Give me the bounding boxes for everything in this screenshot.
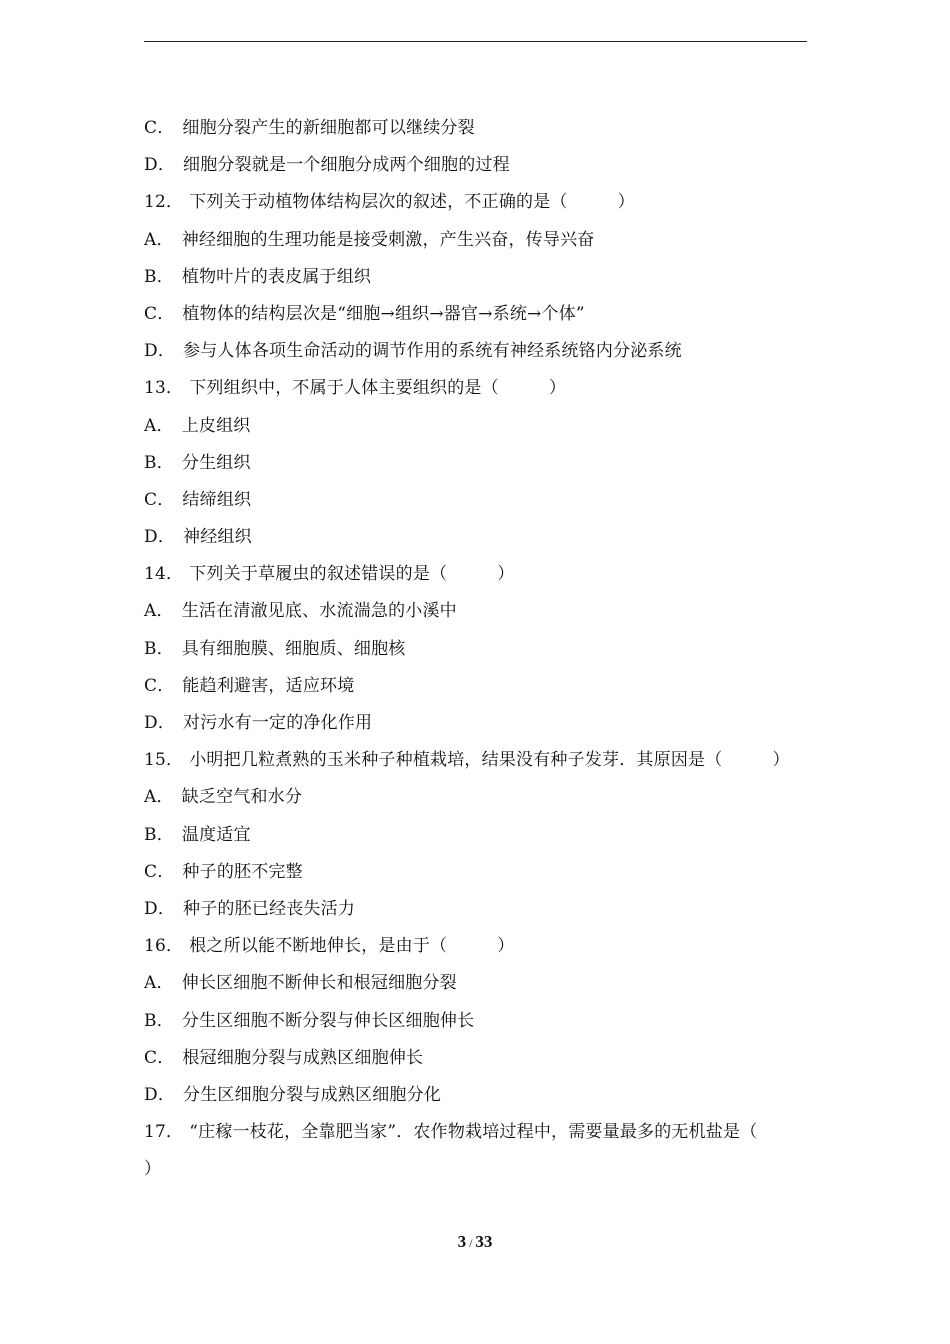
option-letter: C． (144, 489, 175, 510)
option-letter: D． (144, 155, 176, 176)
option-letter: D． (144, 341, 176, 362)
question-text: 小明把几粒煮熟的玉米种子种植栽培，结果没有种子发芽．其原因是（ (189, 750, 723, 771)
option-letter: B． (144, 1010, 174, 1031)
closing-paren: ） (548, 378, 567, 399)
option-text: 上皮组织 (181, 415, 251, 436)
option-text: 结缔组织 (182, 489, 252, 510)
header-rule (144, 41, 807, 42)
page-separator: / (469, 1236, 473, 1250)
answer-option (144, 485, 809, 522)
closing-paren: ） (497, 564, 515, 585)
option-letter: B． (144, 638, 174, 659)
answer-option (144, 150, 809, 187)
question-number: 16． (144, 936, 184, 957)
total-pages: 33 (475, 1232, 493, 1251)
option-letter: D． (144, 1084, 176, 1105)
question-number: 15． (144, 750, 184, 771)
option-text: 细胞分裂产生的新细胞都可以继续分裂 (182, 118, 475, 138)
closing-paren: ） (617, 192, 635, 213)
answer-option (144, 225, 809, 262)
option-letter: D． (144, 713, 176, 733)
option-text: 温度适宜 (181, 824, 251, 845)
answer-option (144, 708, 809, 745)
question-text: 根之所以能不断地伸长，是由于（ (189, 936, 448, 957)
current-page: 3 (457, 1232, 467, 1251)
answer-option (144, 1043, 809, 1080)
question-stem (144, 1117, 809, 1154)
answer-option (144, 1080, 809, 1117)
option-text: 分生区细胞分裂与成熟区细胞分化 (183, 1084, 442, 1105)
option-text: 神经细胞的生理功能是接受刺激，产生兴奋，传导兴奋 (181, 229, 595, 250)
question-stem (144, 559, 809, 596)
option-letter: A． (144, 229, 174, 250)
answer-option (144, 968, 809, 1005)
question-stem (144, 373, 809, 410)
option-text: 细胞分裂就是一个细胞分成两个细胞的过程 (183, 155, 510, 176)
option-letter: C． (144, 303, 175, 324)
continuation-text: ） (144, 1159, 162, 1180)
option-letter: C． (144, 118, 175, 138)
option-letter: B． (144, 452, 174, 473)
option-text: 种子的胚已经丧失活力 (183, 898, 356, 919)
answer-option (144, 336, 809, 373)
closing-paren: ） (497, 936, 515, 957)
answer-option (144, 634, 809, 671)
answer-option (144, 522, 809, 559)
question-text: 下列关于草履虫的叙述错误的是（ (189, 564, 448, 585)
option-text: 种子的胚不完整 (182, 861, 303, 882)
option-text: 生活在清澈见底、水流湍急的小溪中 (181, 601, 457, 622)
option-text: 分生组织 (181, 452, 251, 473)
exam-content (144, 113, 809, 1184)
answer-option (144, 894, 809, 931)
option-letter: C． (144, 861, 175, 882)
option-letter: B． (144, 824, 174, 845)
question-number: 12． (144, 192, 184, 213)
option-text: 分生区细胞不断分裂与伸长区细胞伸长 (181, 1010, 475, 1031)
option-letter: D． (144, 527, 176, 548)
question-stem-continuation (144, 1154, 809, 1184)
question-stem (144, 931, 809, 968)
question-text: 下列关于动植物体结构层次的叙述，不正确的是（ (189, 192, 568, 213)
question-text: 下列组织中，不属于人体主要组织的是（ (189, 378, 499, 399)
option-letter: B． (144, 266, 174, 287)
question-number: 13． (144, 378, 184, 399)
answer-option (144, 113, 809, 150)
answer-option (144, 299, 809, 336)
option-text: 植物体的结构层次是“细胞→组织→器官→系统→个体” (182, 303, 585, 324)
option-letter: D． (144, 898, 176, 919)
answer-option (144, 820, 809, 857)
page-number (0, 1232, 950, 1252)
answer-option (144, 596, 809, 633)
answer-option (144, 857, 809, 894)
answer-option (144, 1006, 809, 1043)
option-letter: A． (144, 601, 174, 622)
option-text: 缺乏空气和水分 (181, 787, 303, 808)
option-letter: C． (144, 1047, 175, 1068)
answer-option (144, 782, 809, 819)
answer-option (144, 448, 809, 485)
answer-option (144, 411, 809, 448)
closing-paren: ） (772, 750, 790, 771)
question-text: “庄稼一枝花，全靠肥当家”．农作物栽培过程中，需要量最多的无机盐是（ (189, 1122, 758, 1143)
option-letter: A． (144, 787, 174, 808)
option-text: 能趋利避害，适应环境 (182, 675, 355, 696)
answer-option (144, 262, 809, 299)
option-letter: A． (144, 415, 174, 436)
option-letter: C． (144, 675, 175, 696)
option-text: 植物叶片的表皮属于组织 (181, 266, 372, 287)
question-stem (144, 187, 809, 224)
option-text: 伸长区细胞不断伸长和根冠细胞分裂 (181, 973, 457, 994)
question-stem (144, 745, 809, 782)
question-number: 17． (144, 1122, 184, 1143)
question-number: 14． (144, 564, 184, 585)
option-letter: A． (144, 973, 174, 994)
option-text: 根冠细胞分裂与成熟区细胞伸长 (182, 1047, 424, 1068)
option-text: 神经组织 (183, 527, 252, 548)
option-text: 参与人体各项生命活动的调节作用的系统有神经系统铬内分泌系统 (183, 341, 682, 362)
option-text: 具有细胞膜、细胞质、细胞核 (181, 638, 406, 659)
option-text: 对污水有一定的净化作用 (183, 713, 373, 733)
answer-option (144, 671, 809, 708)
